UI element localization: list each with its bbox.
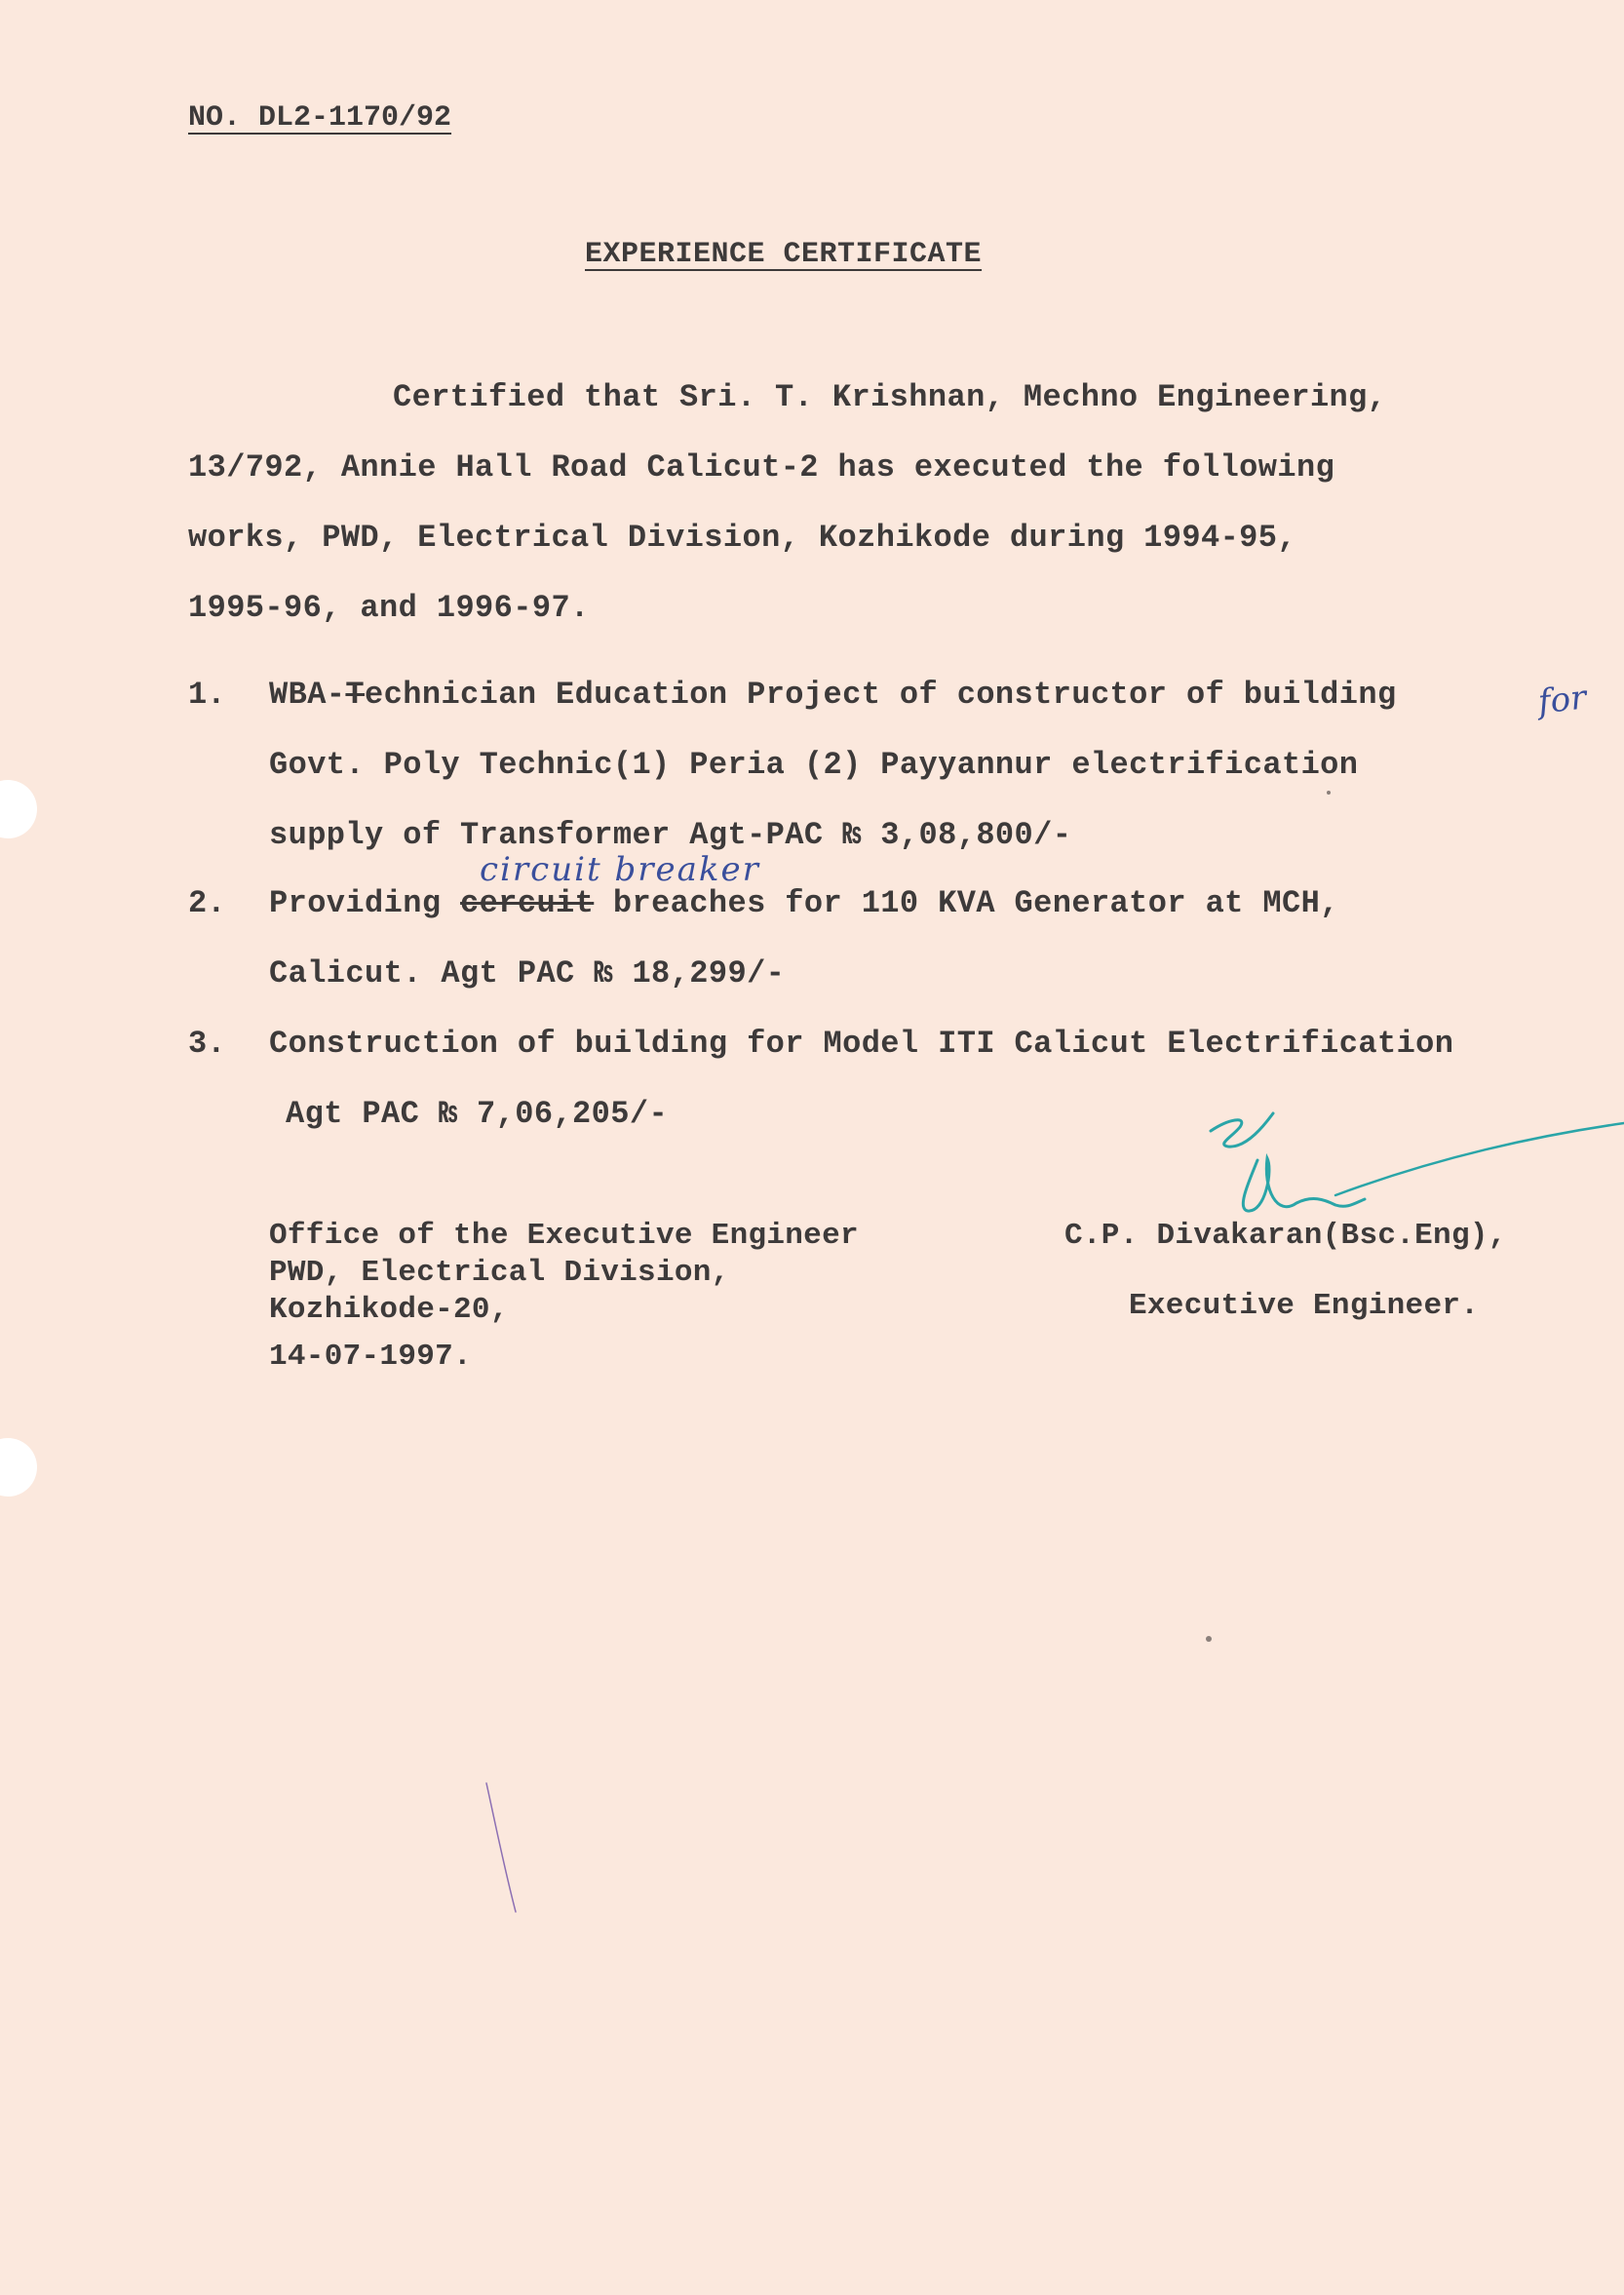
paper-speck (1206, 1636, 1212, 1642)
item-1-number: 1. (188, 677, 226, 713)
signature-scrawl (1189, 1102, 1624, 1238)
pen-stroke-mark (483, 1779, 522, 1916)
intro-line-1: Certified that Sri. T. Krishnan, Mechno Engineering, (393, 379, 1387, 415)
item-2-prefix: Providing (269, 885, 461, 921)
item-1-prefix: WBA- (269, 677, 346, 713)
item-1-struck-letter: T (345, 677, 366, 713)
office-line-2: PWD, Electrical Division, (269, 1256, 730, 1290)
item-1-line-2: Govt. Poly Technic(1) Peria (2) Payyannur electrification (269, 747, 1359, 783)
office-line-3: Kozhikode-20, (269, 1293, 509, 1327)
item-1-line-1 (269, 676, 1397, 715)
paper-speck (1327, 791, 1331, 795)
punch-hole-top (0, 780, 37, 838)
item-2-struck-word: cercuit (460, 885, 595, 921)
handwritten-for: for (1536, 678, 1589, 722)
certificate-title: EXPERIENCE CERTIFICATE (585, 238, 983, 271)
intro-line-3: works, PWD, Electrical Division, Kozhikode during 1994-95, (188, 520, 1296, 556)
item-3-line-2: Agt PAC ₨ 7,06,205/- (286, 1096, 669, 1132)
reference-number: NO. DL2-1170/92 (188, 101, 452, 135)
signatory-designation: Executive Engineer. (1129, 1289, 1480, 1323)
office-line-1: Office of the Executive Engineer (269, 1219, 859, 1253)
handwritten-correction: circuit breaker (480, 850, 760, 889)
item-1-rest: echnician Education Project of constructor of building (365, 677, 1397, 713)
item-2-line-1 (269, 884, 1339, 923)
issue-date: 14-07-1997. (269, 1340, 472, 1374)
item-2-line-2: Calicut. Agt PAC ₨ 18,299/- (269, 955, 786, 992)
intro-line-4: 1995-96, and 1996-97. (188, 590, 590, 626)
item-1-line-3: supply of Transformer Agt-PAC ₨ 3,08,800/- (269, 817, 1072, 853)
item-2-rest: breaches for 110 KVA Generator at MCH, (594, 885, 1339, 921)
punch-hole-bottom (0, 1438, 37, 1497)
intro-line-2: 13/792, Annie Hall Road Calicut-2 has executed the following (188, 449, 1335, 486)
item-3-number: 3. (188, 1026, 226, 1062)
signatory-name: C.P. Divakaran(Bsc.Eng), (1064, 1219, 1507, 1253)
item-2-number: 2. (188, 885, 226, 921)
item-3-line-1: Construction of building for Model ITI Calicut Electrification (269, 1026, 1454, 1062)
